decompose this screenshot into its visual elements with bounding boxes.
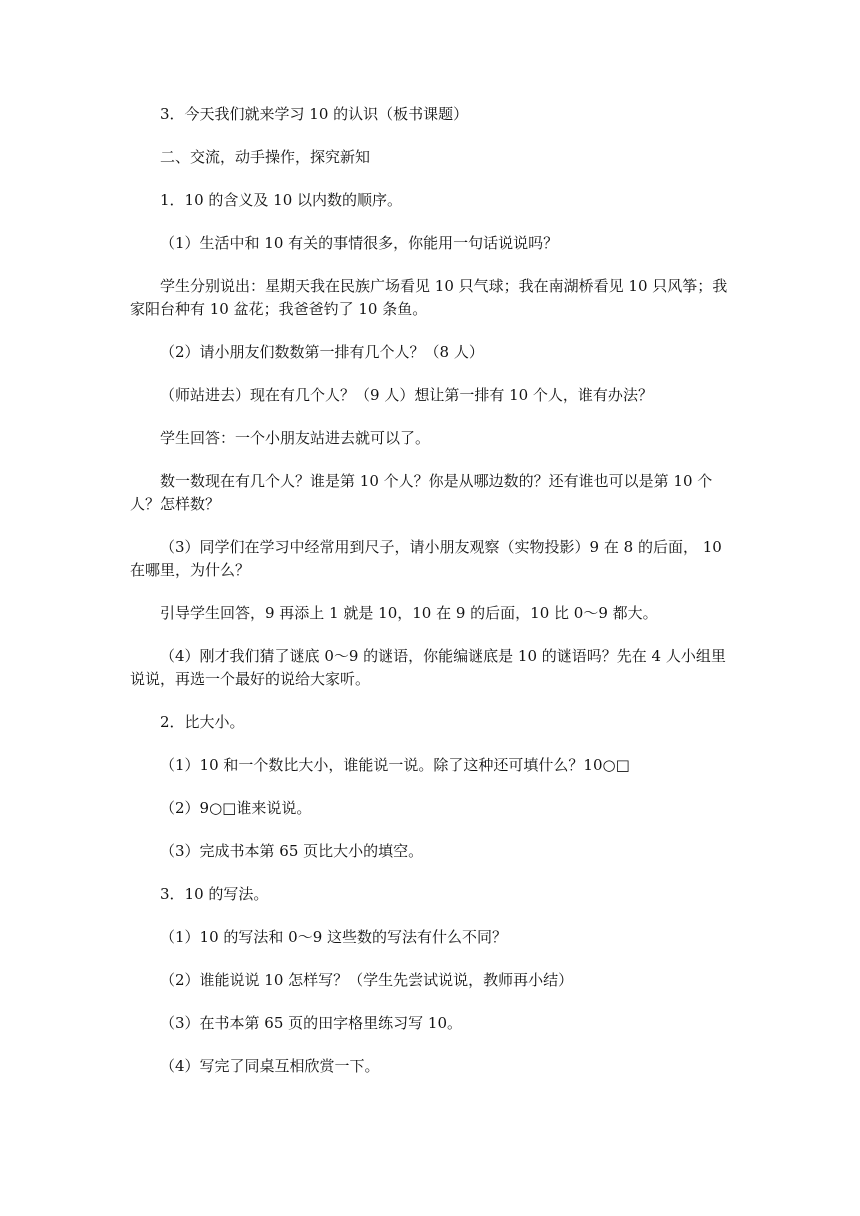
paragraph-3: 1．10 的含义及 10 以内数的顺序。 xyxy=(160,191,403,209)
paragraph-15: （2）9○□谁来说说。 xyxy=(160,799,312,817)
paragraph-8: 学生回答：一个小朋友站进去就可以了。 xyxy=(160,429,431,447)
paragraph-2: 二、交流，动手操作，探究新知 xyxy=(160,148,371,166)
paragraph-9: 数一数现在有几个人？谁是第 10 个人？你是从哪边数的？还有谁也可以是第 10 个人？怎样数？ xyxy=(130,472,713,513)
paragraph-21: （4）写完了同桌互相欣赏一下。 xyxy=(160,1057,380,1075)
document-content xyxy=(130,103,730,1078)
paragraph-6: （2）请小朋友们数数第一排有几个人？（8 人） xyxy=(160,343,484,361)
paragraph-11: 引导学生回答，9 再添上 1 就是 10，10 在 9 的后面，10 比 0～9 都大。 xyxy=(160,604,658,622)
paragraph-17: 3．10 的写法。 xyxy=(160,885,269,903)
paragraph-10: （3）同学们在学习中经常用到尺子，请小朋友观察（实物投影）9 在 8 的后面， 10 在哪里，为什么？ xyxy=(130,538,722,579)
paragraph-20: （3）在书本第 65 页的田字格里练习写 10。 xyxy=(160,1014,463,1032)
paragraph-1: 3．今天我们就来学习 10 的认识（板书课题） xyxy=(160,105,469,123)
paragraph-12: （4）刚才我们猜了谜底 0～9 的谜语，你能编谜底是 10 的谜语吗？先在 4 人小组里说说，再选一个最好的说给大家听。 xyxy=(130,647,726,688)
paragraph-13: 2．比大小。 xyxy=(160,713,245,731)
paragraph-7: （师站进去）现在有几个人？（9 人）想让第一排有 10 个人，谁有办法？ xyxy=(160,386,653,404)
paragraph-18: （1）10 的写法和 0～9 这些数的写法有什么不同？ xyxy=(160,928,508,946)
paragraph-19: （2）谁能说说 10 怎样写？（学生先尝试说说，教师再小结） xyxy=(160,971,574,989)
paragraph-4: （1）生活中和 10 有关的事情很多，你能用一句话说说吗？ xyxy=(160,234,559,252)
paragraph-16: （3）完成书本第 65 页比大小的填空。 xyxy=(160,842,424,860)
paragraph-14: （1）10 和一个数比大小，谁能说一说。除了这种还可填什么？10○□ xyxy=(160,756,630,774)
paragraph-5: 学生分别说出：星期天我在民族广场看见 10 只气球；我在南湖桥看见 10 只风筝；我家阳台种有 10 盆花；我爸爸钓了 10 条鱼。 xyxy=(130,277,728,318)
